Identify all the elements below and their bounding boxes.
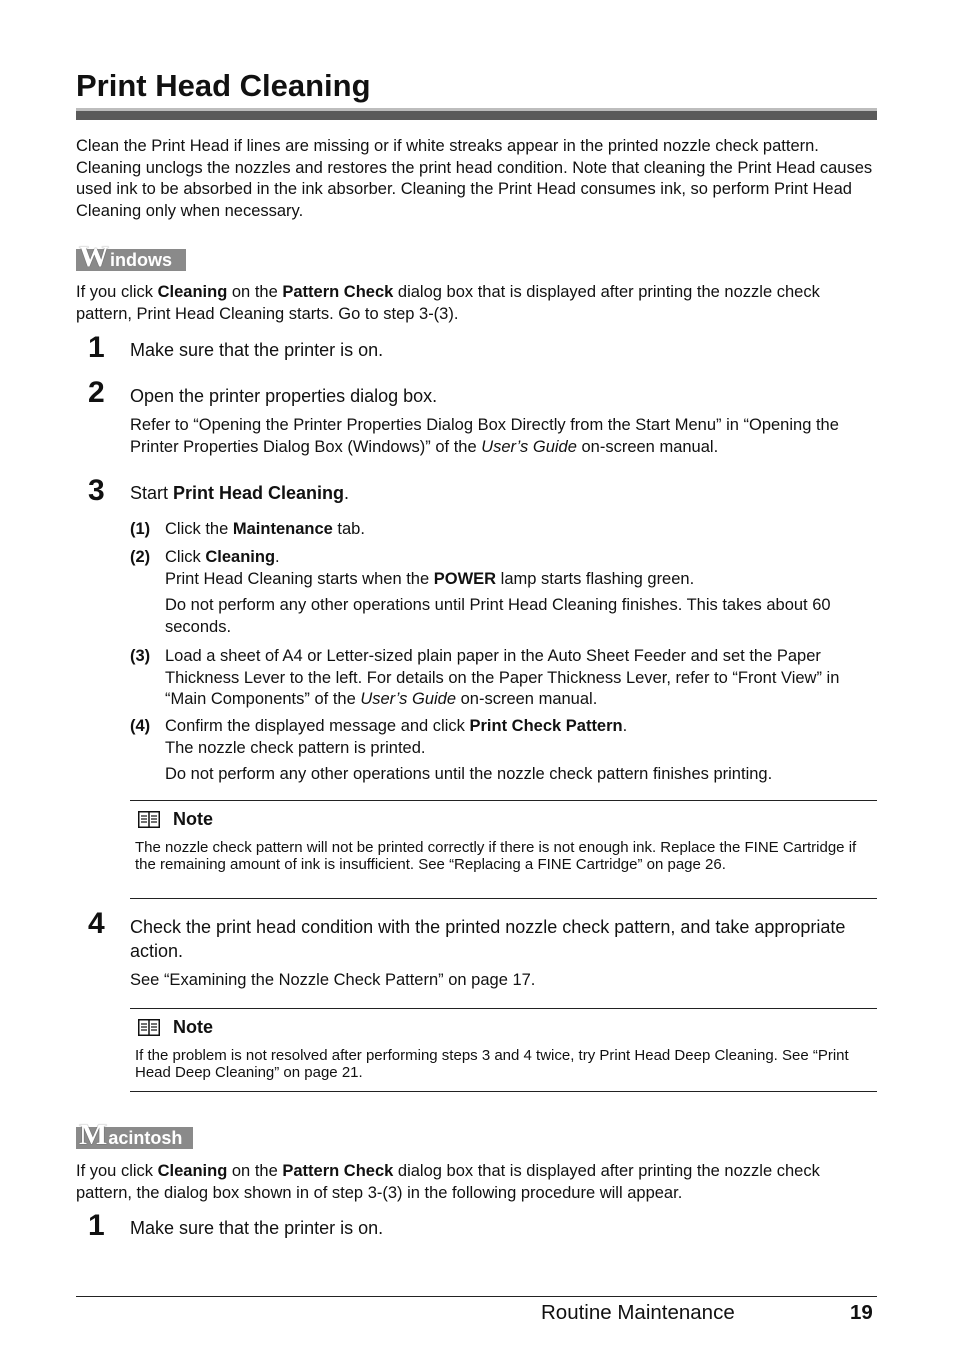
substep-1-text bbox=[165, 519, 875, 541]
macintosh-intro-text-3: dialog box that is displayed after printing the nozzle check pattern, the dialog box shown in of step 3-(3) in the following procedure will appear. bbox=[76, 1162, 820, 1202]
step-2-number: 2 bbox=[88, 376, 105, 409]
substep-4-text-end: . bbox=[622, 717, 628, 735]
substep-3-text-start: Load a sheet of A4 or Letter-sized plain paper in the Auto Sheet Feeder and set the Paper Thickness Lever to the left. For details on the Paper Thickness Lever, refer to “Front View” in “Main Components” of the bbox=[165, 647, 840, 709]
step-2-detail bbox=[130, 415, 876, 458]
macintosh-intro-bold-1: Cleaning bbox=[157, 1162, 228, 1180]
note-2-label: Note bbox=[173, 1017, 213, 1037]
intro-paragraph: Clean the Print Head if lines are missing or if white streaks appear in the printed nozzle check pattern. Cleaning unclogs the nozzles and restores the print head condition. Note that cleaning the Print Head causes used ink to be absorbed in the ink absorber. Cleaning the Print Head consumes ink, so perform Print Head Cleaning only when necessary. bbox=[76, 137, 873, 220]
substep-2-line-2-bold: POWER bbox=[433, 570, 497, 588]
substep-4-line-2: The nozzle check pattern is printed. bbox=[165, 739, 426, 757]
macintosh-intro-text-1: If you click bbox=[76, 1162, 158, 1180]
note-box-1 bbox=[130, 800, 877, 899]
macintosh-intro bbox=[76, 1161, 876, 1204]
note-1-header bbox=[138, 809, 213, 830]
mac-step-1-number: 1 bbox=[88, 1209, 105, 1242]
substep-2-line-2-start: Print Head Cleaning starts when the bbox=[165, 570, 434, 588]
step-2-detail-italic: User’s Guide bbox=[481, 437, 577, 456]
substep-1-text-bold: Maintenance bbox=[232, 520, 333, 538]
substep-3-text bbox=[165, 646, 865, 711]
substep-4-text-bold: Print Check Pattern bbox=[469, 717, 623, 735]
step-1-number: 1 bbox=[88, 331, 105, 364]
step-3-number: 3 bbox=[88, 474, 105, 507]
step-2-text: Open the printer properties dialog box. bbox=[130, 386, 438, 406]
windows-intro-text-2: on the bbox=[227, 283, 283, 301]
macintosh-badge-initial: M bbox=[79, 1118, 108, 1151]
substep-4-text-start: Confirm the displayed message and click bbox=[165, 717, 470, 735]
substep-3-text-end: on-screen manual. bbox=[456, 690, 598, 709]
mac-step-1-text: Make sure that the printer is on. bbox=[130, 1218, 384, 1238]
note-box-2 bbox=[130, 1008, 877, 1092]
title-rule bbox=[76, 111, 877, 120]
windows-intro-bold-2: Pattern Check bbox=[282, 283, 394, 301]
substep-2-line-2-end: lamp starts flashing green. bbox=[496, 570, 695, 588]
substep-2-text bbox=[165, 547, 875, 569]
step-2-detail-end: on-screen manual. bbox=[576, 437, 719, 456]
substep-2-text-bold: Cleaning bbox=[205, 548, 276, 566]
step-4-text: Check the print head condition with the printed nozzle check pattern, and take appropriate action. bbox=[130, 917, 846, 961]
substep-3-text-italic: User’s Guide bbox=[360, 690, 457, 709]
substep-4-label: (4) bbox=[130, 717, 151, 735]
substep-2-line-3: Do not perform any other operations until Print Head Cleaning finishes. This takes about 60 seconds. bbox=[165, 596, 831, 636]
step-3-text bbox=[130, 481, 349, 505]
substep-4-line-3: Do not perform any other operations until the nozzle check pattern finishes printing. bbox=[165, 765, 773, 783]
step-3-text-end: . bbox=[344, 483, 350, 503]
windows-intro-text-3: dialog box that is displayed after printing the nozzle check pattern, Print Head Cleaning starts. Go to step 3-(3). bbox=[76, 283, 820, 323]
macintosh-badge bbox=[76, 1118, 193, 1151]
note-2-text: If the problem is not resolved after performing steps 3 and 4 twice, try Print Head Deep Cleaning. See “Print Head Deep Cleaning” on page 21. bbox=[135, 1047, 849, 1081]
book-icon bbox=[138, 1019, 160, 1036]
windows-badge-initial: W bbox=[79, 240, 109, 273]
note-1-text: The nozzle check pattern will not be printed correctly if there is not enough ink. Replace the FINE Cartridge if the remaining amount of ink is insufficient. See “Replacing a FINE Cartridge” on page 26. bbox=[135, 839, 857, 873]
footer-section-title: Routine Maintenance bbox=[541, 1301, 735, 1324]
step-4-number: 4 bbox=[88, 907, 105, 940]
substep-1-label: (1) bbox=[130, 520, 151, 538]
book-icon bbox=[138, 811, 160, 828]
step-4-detail: See “Examining the Nozzle Check Pattern” on page 17. bbox=[130, 971, 536, 989]
substep-2-text-start: Click bbox=[165, 548, 206, 566]
macintosh-badge-rest: acintosh bbox=[108, 1128, 183, 1148]
macintosh-intro-text-2: on the bbox=[227, 1162, 283, 1180]
windows-intro-text-1: If you click bbox=[76, 283, 158, 301]
page-title: Print Head Cleaning bbox=[76, 68, 371, 103]
windows-intro bbox=[76, 282, 876, 325]
substep-1-text-end: tab. bbox=[332, 520, 365, 538]
step-3-text-start: Start bbox=[130, 483, 174, 503]
page-number: 19 bbox=[850, 1301, 873, 1324]
windows-badge bbox=[76, 240, 186, 273]
substep-1-text-start: Click the bbox=[165, 520, 233, 538]
substep-2-text-end: . bbox=[275, 548, 280, 566]
macintosh-intro-bold-2: Pattern Check bbox=[282, 1162, 394, 1180]
note-2-header bbox=[138, 1017, 213, 1038]
step-2-detail-text: Refer to “Opening the Printer Properties Dialog Box Directly from the Start Menu” in “Opening the Printer Properties Dialog Box (Windows)” of the bbox=[130, 416, 839, 456]
note-1-label: Note bbox=[173, 809, 213, 829]
footer-rule bbox=[76, 1296, 877, 1297]
substep-2-line-2 bbox=[165, 569, 875, 591]
windows-intro-bold-1: Cleaning bbox=[157, 283, 228, 301]
substep-2-label: (2) bbox=[130, 548, 151, 566]
step-1-text: Make sure that the printer is on. bbox=[130, 340, 384, 360]
substep-4-text bbox=[165, 716, 875, 738]
step-3-text-bold: Print Head Cleaning bbox=[173, 483, 345, 503]
substep-3-label: (3) bbox=[130, 647, 151, 665]
windows-badge-rest: indows bbox=[110, 250, 172, 270]
